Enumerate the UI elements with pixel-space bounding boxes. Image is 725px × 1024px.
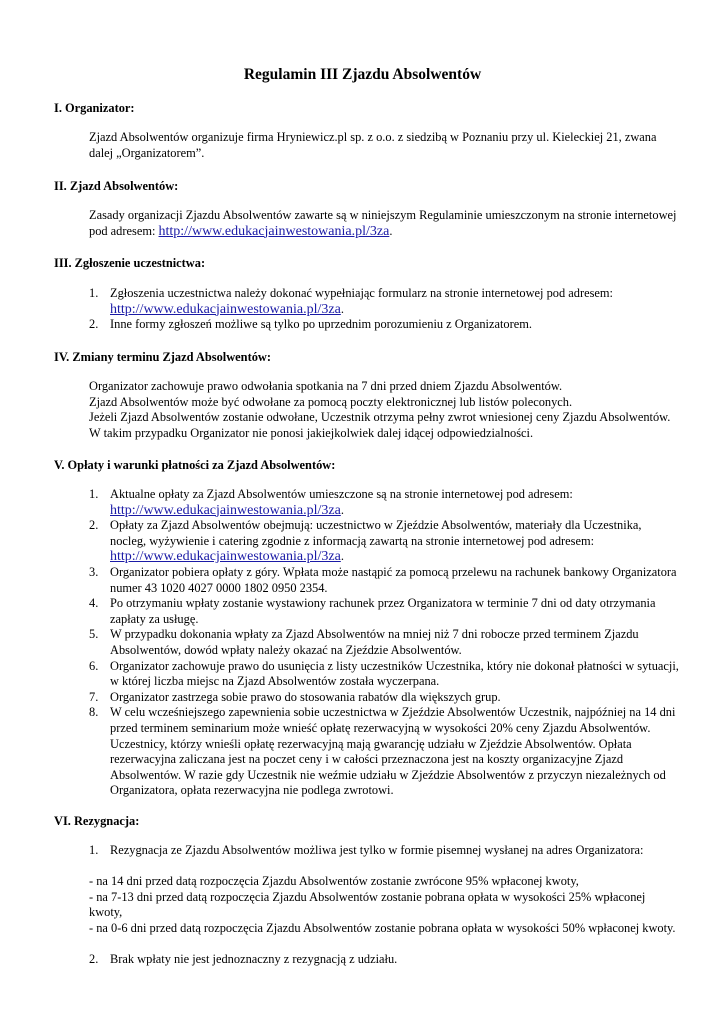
list-item [89, 487, 679, 518]
list-item [89, 659, 679, 690]
section-1-paragraph: Zjazd Absolwentów organizuje firma Hryniewicz.pl sp. z o.o. z siedzibą w Poznaniu przy ul. Kieleckiej 21, zwana dalej „Organizatorem”. [89, 130, 657, 160]
section-1-text [89, 130, 679, 161]
section-5-list [89, 487, 679, 799]
list-item [89, 690, 679, 706]
list-item [89, 705, 679, 799]
list-item [89, 843, 679, 859]
list-item-period: . [340, 301, 344, 316]
section-2-text [89, 208, 679, 239]
section-2-heading: II. Zjazd Absolwentów: [54, 179, 179, 193]
regulation-link[interactable]: http://www.edukacjainwestowania.pl/3za [158, 223, 390, 239]
list-item-text: Brak wpłaty nie jest jednoznaczny z rezygnacją z udziału. [110, 952, 398, 966]
pricing-link[interactable]: http://www.edukacjainwestowania.pl/3za [110, 502, 341, 518]
section-4-text [89, 379, 679, 441]
refund-term: - na 0-6 dni przed datą rozpoczęcia Zjazdu Absolwentów zostanie pobrana opłata w wysokości 50% wpłaconej kwoty. [89, 920, 676, 935]
list-item [89, 565, 679, 596]
list-item [89, 286, 679, 317]
section-3-list [89, 286, 679, 333]
list-item-text: W celu wcześniejszego zapewnienia sobie uczestnictwa w Zjeździe Absolwentów Uczestnik, najpóźniej na 14 dni przed terminem seminarium może wnieść opłatę rezerwacyjną w wysokości 20% ceny Zjazdu Absolwentów. Uczestnicy, którzy wnieśli opłatę rezerwacyjną mają gwarancję udziału w Zjeździe Absolwentów. Opłata rezerwacyjna zaliczana jest na poczet ceny i w całości przeznaczona jest na koszty organizacyjne Zjazd Absolwentów. W razie gdy Uczestnik nie weźmie udziału w Zjeździe Absolwentów z przyczyn niezależnych od Organizatora, opłata rezerwacyjna nie podlega zwrotowi. [110, 705, 676, 798]
list-item-text: Rezygnacja ze Zjazdu Absolwentów możliwa jest tylko w formie pisemnej wysłanej na adres Organizatora: [110, 843, 644, 857]
refund-term: - na 14 dni przed datą rozpoczęcia Zjazdu Absolwentów zostanie zwrócone 95% wpłaconej kwoty, [89, 874, 579, 888]
info-link[interactable]: http://www.edukacjainwestowania.pl/3za [110, 549, 341, 565]
list-item-number: 1. [89, 487, 99, 501]
list-item [89, 518, 679, 565]
list-item-number: 6. [89, 658, 99, 673]
list-item-text: Organizator pobiera opłaty z góry. Wpłata może nastąpić za pomocą przelewu na rachunek bankowy Organizatora numer 43 1020 4027 0000 1802 0950 2354. [110, 564, 677, 595]
list-item-text: Aktualne opłaty za Zjazd Absolwentów umieszczone są na stronie internetowej pod adresem: [110, 487, 573, 501]
list-item [89, 627, 679, 658]
list-item-text: Organizator zastrzega sobie prawo do stosowania rabatów dla większych grup. [110, 689, 501, 704]
list-item [89, 952, 679, 968]
list-item-number: 8. [89, 705, 99, 720]
list-item-text: Organizator zachowuje prawo do usunięcia z listy uczestników Uczestnika, który nie dokonał płatności w sytuacji, w której liczba miejsc na Zjazd Absolwentów została wyczerpana. [110, 658, 679, 689]
list-item-number: 2. [89, 518, 99, 533]
section-4-line: Organizator zachowuje prawo odwołania spotkania na 7 dni przed dniem Zjazdu Absolwentów. [89, 379, 563, 393]
list-item-text: Inne formy zgłoszeń możliwe są tylko po uprzednim porozumieniu z Organizatorem. [110, 317, 532, 332]
list-item-number: 3. [89, 564, 99, 579]
list-item-period: . [340, 502, 344, 517]
section-4-line: Zjazd Absolwentów może być odwołane za pomocą poczty elektronicznej lub listów poleconych. [89, 394, 573, 409]
list-item-text: Zgłoszenia uczestnictwa należy dokonać wypełniając formularz na stronie internetowej pod adresem: [110, 286, 613, 300]
list-item-number: 1. [89, 286, 99, 300]
list-item-number: 2. [89, 317, 99, 332]
list-item [89, 596, 679, 627]
section-2-period: . [389, 223, 393, 238]
section-6-list-b [89, 952, 679, 968]
refund-terms [89, 874, 679, 936]
refund-term: - na 7-13 dni przed datą rozpoczęcia Zjazdu Absolwentów zostanie pobrana opłata w wysokości 25% wpłaconej kwoty, [89, 889, 646, 920]
registration-link[interactable]: http://www.edukacjainwestowania.pl/3za [110, 301, 341, 317]
list-item-number: 2. [89, 952, 99, 966]
list-item-number: 5. [89, 627, 99, 642]
list-item [89, 317, 679, 333]
section-3-heading: III. Zgłoszenie uczestnictwa: [54, 256, 206, 270]
section-2-paragraph: Zasady organizacji Zjazdu Absolwentów zawarte są w niniejszym Regulaminie umieszczonym na stronie internetowej pod adresem: [89, 208, 677, 238]
list-item-number: 4. [89, 596, 99, 611]
section-4-heading: IV. Zmiany terminu Zjazd Absolwentów: [54, 350, 271, 364]
section-6-list-a [89, 843, 679, 859]
section-6-heading: VI. Rezygnacja: [54, 814, 140, 828]
list-item-text: Po otrzymaniu wpłaty zostanie wystawiony rachunek przez Organizatora w terminie 7 dni od daty otrzymania zapłaty za usługę. [110, 596, 656, 626]
list-item-text: W przypadku dokonania wpłaty za Zjazd Absolwentów na mniej niż 7 dni robocze przed terminem Zjazdu Absolwentów, dowód wpłaty należy okazać na Zjeździe Absolwentów. [110, 627, 639, 657]
section-4-line: Jeżeli Zjazd Absolwentów zostanie odwołane, Uczestnik otrzyma pełny zwrot wniesionej ceny Zjazdu Absolwentów. W takim przypadku Organizator nie ponosi jakiejkolwiek dalej idącej odpowiedzialności. [89, 410, 671, 440]
list-item-text: Opłaty za Zjazd Absolwentów obejmują: uczestnictwo w Zjeździe Absolwentów, materiały dla Uczestnika, nocleg, wyżywienie i catering zgodnie z informacją zawartą na stronie internetowej pod adresem: [110, 518, 642, 548]
list-item-period: . [340, 549, 344, 564]
list-item-number: 1. [89, 843, 99, 857]
section-5-heading: V. Opłaty i warunki płatności za Zjazd Absolwentów: [54, 458, 336, 472]
section-1-heading: I. Organizator: [54, 101, 135, 115]
document-title: Regulamin III Zjazdu Absolwentów [243, 66, 482, 83]
list-item-number: 7. [89, 689, 99, 704]
